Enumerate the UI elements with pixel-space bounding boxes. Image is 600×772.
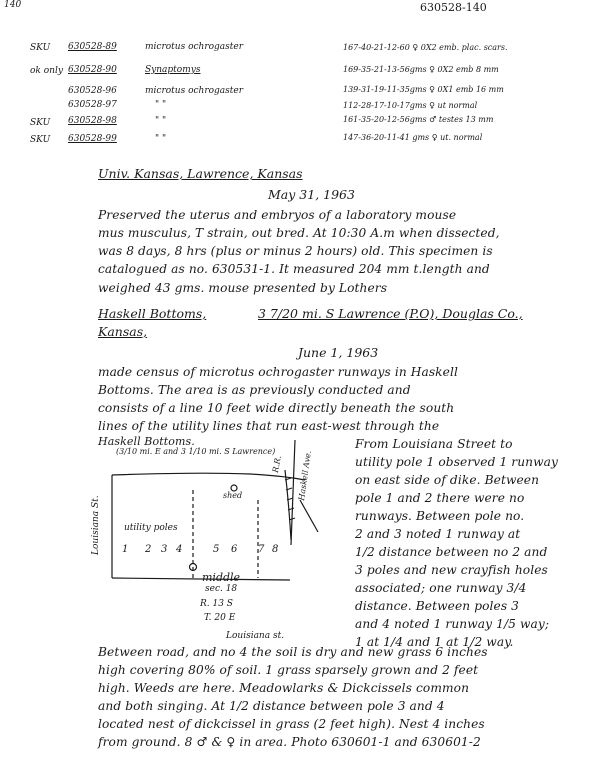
- text-line: and both singing. At 1/2 distance between pole 3 and 4: [98, 699, 445, 713]
- row-number: 630528-89: [68, 42, 117, 52]
- text-line: Preserved the uterus and embryos of a laboratory mouse: [98, 208, 457, 222]
- text-line: pole 1 and 2 there were no: [355, 491, 525, 505]
- row-species: " ": [155, 100, 167, 110]
- pole-number: 4: [176, 544, 183, 555]
- text-line: Between road, and no 4 the soil is dry and new grass 6 inches: [98, 645, 488, 659]
- row-data: 147-36-20-11-41 gms ♀ ut. normal: [343, 133, 483, 142]
- text-line: weighed 43 gms. mouse presented by Lothers: [98, 281, 388, 295]
- text-line: distance. Between poles 3: [355, 599, 520, 613]
- text-line: catalogued as no. 630531-1. It measured 204 mm t.length and: [98, 262, 490, 276]
- map-range-label: R. 13 S: [200, 599, 233, 609]
- text-line: from ground. 8 ♂ & ♀ in area. Photo 630601-1 and 630601-2: [98, 735, 481, 749]
- pole-number: 3: [161, 544, 168, 555]
- locality-state: Kansas,: [98, 324, 148, 339]
- text-line: 3 poles and new crayfish holes: [355, 563, 548, 577]
- section-date: May 31, 1963: [268, 187, 355, 202]
- row-number: 630528-99: [68, 134, 117, 144]
- text-line: Bottoms. The area is as previously conducted and: [98, 383, 411, 397]
- map-road-top: [112, 473, 305, 480]
- text-line: 1 at 1/4 and 1 at 1/2 way.: [355, 635, 514, 649]
- pole-number: 7: [258, 544, 265, 555]
- text-line: on east side of dike. Between: [355, 473, 540, 487]
- pole-number: 5: [213, 544, 220, 555]
- row-number: 630528-97: [68, 100, 117, 110]
- text-line: and 4 noted 1 runway 1/5 way;: [355, 617, 550, 631]
- locality-heading: Haskell Bottoms,: [98, 306, 207, 321]
- row-number: 630528-98: [68, 116, 117, 126]
- map-utility-label: utility poles: [124, 523, 178, 533]
- row-prefix: SKU: [30, 118, 51, 128]
- map-section-line: [112, 578, 290, 580]
- text-line: mus musculus, T strain, out bred. At 10:30 A.m when dissected,: [98, 226, 500, 240]
- text-line: consists of a line 10 feet wide directly beneath the south: [98, 401, 455, 415]
- row-number: 630528-96: [68, 86, 117, 96]
- row-prefix: SKU: [30, 43, 51, 53]
- locality-details: 3 7/20 mi. S Lawrence (P.O), Douglas Co.,: [258, 306, 523, 321]
- row-species: microtus ochrogaster: [145, 86, 244, 96]
- row-data: 112-28-17-10-17gms ♀ ut normal: [343, 101, 478, 110]
- map-haskell-label: Haskell Ave.: [297, 450, 313, 502]
- row-species: Synaptomys: [145, 65, 201, 75]
- row-prefix: ok only: [30, 66, 63, 76]
- text-line: utility pole 1 observed 1 runway: [355, 455, 558, 469]
- text-line: 1/2 distance between no 2 and: [355, 545, 548, 559]
- text-line: made census of microtus ochrogaster runways in Haskell: [98, 365, 458, 379]
- text-line: lines of the utility lines that run east-west through the: [98, 419, 440, 433]
- pole-number: 1: [122, 544, 129, 555]
- row-prefix: SKU: [30, 135, 51, 145]
- row-data: 139-31-19-11-35gms ♀ 0X1 emb 16 mm: [343, 85, 504, 94]
- text-line: 2 and 3 noted 1 runway at: [355, 527, 521, 541]
- map-top-label: (3/10 mi. E and 3 1/10 mi. S Lawrence): [116, 447, 276, 456]
- text-line: runways. Between pole no.: [355, 509, 525, 523]
- pole-number: 6: [231, 544, 238, 555]
- text-line: high. Weeds are here. Meadowlarks & Dickcissels common: [98, 681, 470, 695]
- map-rr-label: R.R.: [271, 454, 283, 474]
- map-bottom-street: Louisiana st.: [226, 631, 285, 641]
- text-line: high covering 80% of soil. 1 grass sparsely grown and 2 feet: [98, 663, 479, 677]
- row-number: 630528-90: [68, 65, 117, 75]
- row-data: 167-40-21-12-60 ♀ 0X2 emb. plac. scars.: [343, 43, 508, 52]
- text-line: associated; one runway 3/4: [355, 581, 527, 595]
- text-line: located nest of dickcissel in grass (2 feet high). Nest 4 inches: [98, 717, 485, 731]
- map-sec-label: sec. 18: [205, 584, 238, 594]
- map-township-label: T. 20 E: [204, 613, 236, 623]
- section-heading: Univ. Kansas, Lawrence, Kansas: [98, 166, 303, 181]
- row-data: 169-35-21-13-56gms ♀ 0X2 emb 8 mm: [343, 65, 499, 74]
- row-data: 161-35-20-12-56gms ♂ testes 13 mm: [343, 115, 494, 124]
- row-species: " ": [155, 116, 167, 126]
- map-haskell-ave: [291, 440, 295, 545]
- map-creek-line: [300, 500, 318, 532]
- row-species: microtus ochrogaster: [145, 42, 244, 52]
- catalog-reference: 630528-140: [420, 1, 487, 14]
- text-line: was 8 days, 8 hrs (plus or minus 2 hours) old. This specimen is: [98, 244, 493, 258]
- pole-number: 8: [272, 544, 279, 555]
- map-shed-label: shed: [223, 491, 243, 500]
- section-date: June 1, 1963: [298, 345, 379, 360]
- page-number: 140: [4, 0, 22, 10]
- map-street-left: Louisiana St.: [91, 495, 101, 555]
- text-line: From Louisiana Street to: [355, 437, 513, 451]
- pole-number: 2: [145, 544, 152, 555]
- map-rr-line: [285, 470, 291, 540]
- map-middle-label: middle: [202, 571, 241, 584]
- text-line: Haskell Bottoms.: [98, 435, 195, 448]
- row-species: " ": [155, 134, 167, 144]
